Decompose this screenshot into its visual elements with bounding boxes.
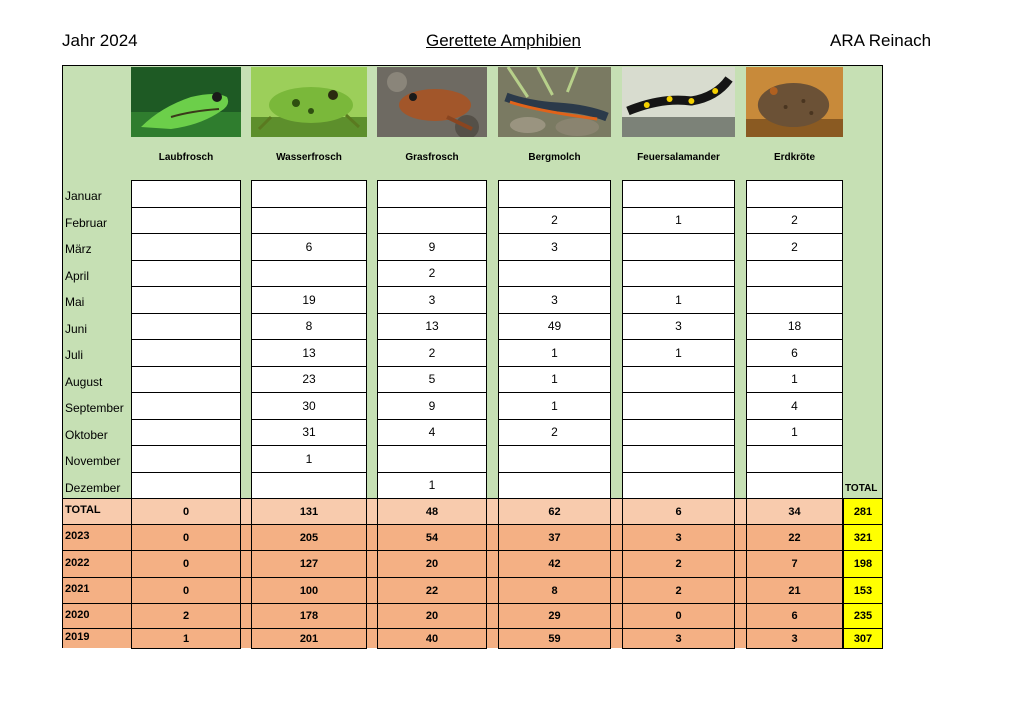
summary-cell bbox=[131, 524, 241, 551]
cell-value: 3 bbox=[551, 239, 558, 254]
data-cell bbox=[251, 180, 367, 208]
data-cell bbox=[131, 233, 241, 261]
summary-value: 0 bbox=[182, 558, 190, 570]
grand-total-cell bbox=[843, 603, 883, 629]
species-label-5: Erdkröte bbox=[773, 152, 816, 163]
summary-value: 2 bbox=[675, 558, 682, 570]
data-cell bbox=[746, 180, 843, 208]
summary-cell bbox=[622, 498, 735, 525]
summary-value: 2 bbox=[675, 584, 682, 597]
summary-value: 40 bbox=[425, 632, 439, 645]
summary-cell bbox=[498, 524, 611, 551]
grand-total-value: 153 bbox=[853, 584, 873, 597]
data-cell bbox=[251, 286, 367, 314]
document-year: Jahr 2024 bbox=[62, 31, 138, 50]
grand-total-value: 307 bbox=[853, 632, 873, 645]
data-cell bbox=[131, 313, 241, 341]
data-cell bbox=[498, 339, 611, 367]
data-cell bbox=[377, 445, 487, 473]
data-cell bbox=[377, 366, 487, 394]
data-cell bbox=[377, 313, 487, 341]
cell-value: 31 bbox=[302, 425, 316, 440]
data-cell bbox=[746, 233, 843, 261]
cell-value: 1 bbox=[551, 398, 558, 413]
data-cell bbox=[131, 445, 241, 473]
summary-value: 205 bbox=[299, 531, 319, 544]
summary-value: 7 bbox=[791, 558, 798, 570]
cell-value: 1 bbox=[551, 345, 558, 360]
summary-cell bbox=[498, 498, 611, 525]
month-label: Februar bbox=[65, 215, 108, 230]
summary-cell bbox=[498, 628, 611, 649]
summary-cell bbox=[131, 577, 241, 604]
summary-cell bbox=[251, 498, 367, 525]
data-cell bbox=[498, 286, 611, 314]
summary-value: 3 bbox=[675, 531, 682, 544]
month-label: August bbox=[65, 374, 103, 389]
cell-value: 3 bbox=[551, 292, 558, 307]
grand-total-value: 235 bbox=[853, 610, 873, 622]
grand-total-cell bbox=[843, 498, 883, 525]
data-cell bbox=[377, 472, 487, 500]
data-cell bbox=[622, 260, 735, 288]
summary-value: 3 bbox=[791, 632, 798, 645]
data-cell bbox=[251, 339, 367, 367]
summary-value: 42 bbox=[548, 558, 561, 570]
grand-total-cell bbox=[843, 628, 883, 649]
grand-total-cell bbox=[843, 550, 883, 578]
summary-cell bbox=[377, 603, 487, 629]
data-cell bbox=[622, 180, 735, 208]
tree-frog-photo bbox=[131, 67, 241, 137]
data-cell bbox=[498, 313, 611, 341]
data-cell bbox=[746, 419, 843, 447]
common-toad-photo bbox=[746, 67, 843, 137]
summary-cell bbox=[251, 577, 367, 604]
month-label: November bbox=[65, 454, 121, 468]
summary-cell bbox=[746, 577, 843, 604]
data-cell bbox=[622, 339, 735, 367]
data-cell bbox=[746, 339, 843, 367]
summary-cell bbox=[746, 524, 843, 551]
species-label-3: Bergmolch bbox=[528, 152, 581, 163]
summary-value: 6 bbox=[675, 505, 682, 518]
summary-value: 22 bbox=[788, 531, 801, 544]
organization-name: ARA Reinach bbox=[830, 31, 932, 50]
data-cell bbox=[251, 419, 367, 447]
cell-value: 19 bbox=[302, 292, 316, 307]
summary-cell bbox=[498, 603, 611, 629]
water-frog-photo bbox=[251, 67, 367, 137]
summary-value: 48 bbox=[425, 505, 439, 518]
cell-value: 23 bbox=[302, 372, 316, 387]
data-cell bbox=[251, 207, 367, 235]
summary-cell bbox=[498, 577, 611, 604]
data-cell bbox=[251, 313, 367, 341]
summary-value: 59 bbox=[548, 632, 561, 645]
summary-row-label: 2021 bbox=[65, 583, 90, 595]
summary-cell bbox=[251, 628, 367, 649]
data-cell bbox=[377, 419, 487, 447]
summary-cell bbox=[746, 550, 843, 578]
data-cell bbox=[377, 233, 487, 261]
summary-cell bbox=[251, 550, 367, 578]
cell-value: 5 bbox=[428, 372, 436, 387]
summary-value: 62 bbox=[548, 505, 561, 518]
data-cell bbox=[131, 419, 241, 447]
data-cell bbox=[131, 392, 241, 420]
amphibian-table bbox=[62, 65, 883, 648]
data-cell bbox=[622, 392, 735, 420]
data-cell bbox=[498, 392, 611, 420]
data-cell bbox=[622, 286, 735, 314]
data-cell bbox=[622, 233, 735, 261]
species-label-4: Feuersalamander bbox=[637, 152, 720, 163]
summary-cell bbox=[498, 550, 611, 578]
summary-value: 20 bbox=[425, 610, 439, 622]
cell-value: 8 bbox=[305, 319, 313, 334]
summary-value: 1 bbox=[182, 632, 190, 645]
summary-value: 8 bbox=[551, 584, 558, 597]
data-cell bbox=[622, 207, 735, 235]
grand-total-cell bbox=[843, 524, 883, 551]
data-cell bbox=[251, 260, 367, 288]
cell-value: 1 bbox=[305, 451, 313, 466]
data-cell bbox=[746, 445, 843, 473]
cell-value: 6 bbox=[791, 345, 798, 360]
summary-value: 6 bbox=[791, 610, 798, 622]
data-cell bbox=[498, 419, 611, 447]
month-label: April bbox=[65, 268, 90, 283]
data-cell bbox=[498, 472, 611, 500]
data-cell bbox=[251, 445, 367, 473]
summary-cell bbox=[746, 628, 843, 649]
data-cell bbox=[746, 366, 843, 394]
data-cell bbox=[251, 233, 367, 261]
fire-salamander-photo bbox=[622, 67, 735, 137]
summary-value: 54 bbox=[425, 531, 439, 544]
summary-value: 22 bbox=[425, 584, 439, 597]
cell-value: 1 bbox=[675, 213, 682, 228]
cell-value: 2 bbox=[428, 345, 436, 360]
cell-value: 4 bbox=[428, 425, 436, 440]
summary-cell bbox=[622, 550, 735, 578]
month-label: Oktober bbox=[65, 427, 108, 442]
summary-cell bbox=[622, 628, 735, 649]
summary-value: 20 bbox=[425, 558, 439, 570]
summary-value: 0 bbox=[182, 505, 190, 518]
data-cell bbox=[746, 392, 843, 420]
summary-cell bbox=[746, 603, 843, 629]
data-cell bbox=[498, 207, 611, 235]
summary-cell bbox=[131, 550, 241, 578]
data-cell bbox=[746, 207, 843, 235]
cell-value: 2 bbox=[791, 239, 798, 254]
cell-value: 1 bbox=[428, 478, 436, 493]
cell-value: 49 bbox=[547, 319, 562, 334]
summary-value: 2 bbox=[182, 610, 190, 622]
data-cell bbox=[498, 366, 611, 394]
summary-cell bbox=[377, 550, 487, 578]
data-cell bbox=[498, 445, 611, 473]
cell-value: 18 bbox=[787, 319, 802, 334]
cell-value: 3 bbox=[428, 292, 436, 307]
month-label: Mai bbox=[65, 295, 85, 309]
data-cell bbox=[377, 207, 487, 235]
cell-value: 2 bbox=[428, 266, 436, 281]
cell-value: 6 bbox=[305, 239, 313, 254]
summary-cell bbox=[131, 628, 241, 649]
summary-value: 178 bbox=[299, 610, 319, 622]
cell-value: 2 bbox=[551, 425, 558, 440]
summary-cell bbox=[622, 603, 735, 629]
data-cell bbox=[131, 180, 241, 208]
cell-value: 9 bbox=[428, 239, 436, 254]
summary-value: 37 bbox=[548, 531, 561, 544]
summary-value: 127 bbox=[299, 558, 319, 570]
cell-value: 1 bbox=[791, 425, 798, 440]
summary-cell bbox=[131, 498, 241, 525]
cell-value: 1 bbox=[675, 292, 682, 307]
grand-total-value: 281 bbox=[853, 505, 873, 518]
cell-value: 1 bbox=[551, 372, 558, 387]
total-column-header: TOTAL bbox=[845, 483, 878, 494]
document-title: Gerettete Amphibien bbox=[426, 31, 581, 50]
grand-total-cell bbox=[843, 577, 883, 604]
summary-value: 0 bbox=[182, 531, 190, 544]
species-label-2: Grasfrosch bbox=[405, 152, 459, 163]
cell-value: 9 bbox=[428, 398, 436, 413]
data-cell bbox=[131, 472, 241, 500]
grand-total-value: 198 bbox=[853, 558, 873, 570]
summary-value: 21 bbox=[788, 584, 801, 597]
summary-cell bbox=[131, 603, 241, 629]
data-cell bbox=[622, 472, 735, 500]
data-cell bbox=[377, 260, 487, 288]
data-cell bbox=[498, 233, 611, 261]
cell-value: 2 bbox=[791, 213, 798, 228]
data-cell bbox=[377, 180, 487, 208]
summary-cell bbox=[377, 577, 487, 604]
data-cell bbox=[622, 366, 735, 394]
month-label: Dezember bbox=[65, 480, 121, 495]
month-label: März bbox=[65, 242, 92, 256]
data-cell bbox=[377, 392, 487, 420]
data-cell bbox=[251, 472, 367, 500]
data-cell bbox=[622, 445, 735, 473]
summary-row-label: 2023 bbox=[65, 530, 90, 542]
summary-value: 0 bbox=[675, 610, 682, 622]
data-cell bbox=[377, 339, 487, 367]
summary-value: 29 bbox=[548, 610, 561, 622]
grass-frog-photo bbox=[377, 67, 487, 137]
data-cell bbox=[498, 180, 611, 208]
summary-value: 0 bbox=[182, 584, 190, 597]
month-label: Januar bbox=[65, 189, 102, 203]
data-cell bbox=[746, 260, 843, 288]
data-cell bbox=[131, 207, 241, 235]
species-label-1: Wasserfrosch bbox=[276, 152, 342, 163]
cell-value: 4 bbox=[791, 398, 798, 413]
species-label-0: Laubfrosch bbox=[158, 152, 214, 163]
cell-value: 13 bbox=[302, 345, 316, 360]
month-label: Juli bbox=[65, 348, 84, 362]
data-cell bbox=[131, 260, 241, 288]
cell-value: 2 bbox=[551, 213, 558, 228]
data-cell bbox=[131, 366, 241, 394]
summary-cell bbox=[377, 628, 487, 649]
summary-row-label: 2020 bbox=[65, 609, 90, 621]
summary-cell bbox=[377, 524, 487, 551]
summary-row-label: TOTAL bbox=[65, 504, 101, 516]
data-cell bbox=[131, 286, 241, 314]
summary-cell bbox=[746, 498, 843, 525]
summary-cell bbox=[377, 498, 487, 525]
summary-cell bbox=[622, 577, 735, 604]
data-cell bbox=[746, 472, 843, 500]
cell-value: 1 bbox=[675, 345, 682, 360]
data-cell bbox=[622, 313, 735, 341]
data-cell bbox=[131, 339, 241, 367]
month-label: Juni bbox=[65, 321, 88, 336]
cell-value: 13 bbox=[425, 319, 439, 334]
summary-row-label: 2022 bbox=[65, 557, 90, 569]
data-cell bbox=[746, 313, 843, 341]
summary-value: 3 bbox=[675, 632, 682, 645]
summary-row-label: 2019 bbox=[65, 631, 90, 643]
summary-value: 131 bbox=[299, 505, 319, 518]
cell-value: 30 bbox=[302, 398, 316, 413]
month-label: September bbox=[65, 401, 124, 415]
data-cell bbox=[251, 366, 367, 394]
summary-value: 34 bbox=[788, 505, 801, 518]
summary-value: 201 bbox=[299, 632, 319, 645]
summary-cell bbox=[251, 603, 367, 629]
alpine-newt-photo bbox=[498, 67, 611, 137]
data-cell bbox=[498, 260, 611, 288]
summary-value: 100 bbox=[299, 584, 319, 597]
cell-value: 1 bbox=[791, 372, 798, 387]
cell-value: 3 bbox=[675, 319, 682, 334]
summary-cell bbox=[251, 524, 367, 551]
data-cell bbox=[377, 286, 487, 314]
grand-total-value: 321 bbox=[853, 531, 873, 544]
data-cell bbox=[622, 419, 735, 447]
data-cell bbox=[746, 286, 843, 314]
data-cell bbox=[251, 392, 367, 420]
summary-cell bbox=[622, 524, 735, 551]
